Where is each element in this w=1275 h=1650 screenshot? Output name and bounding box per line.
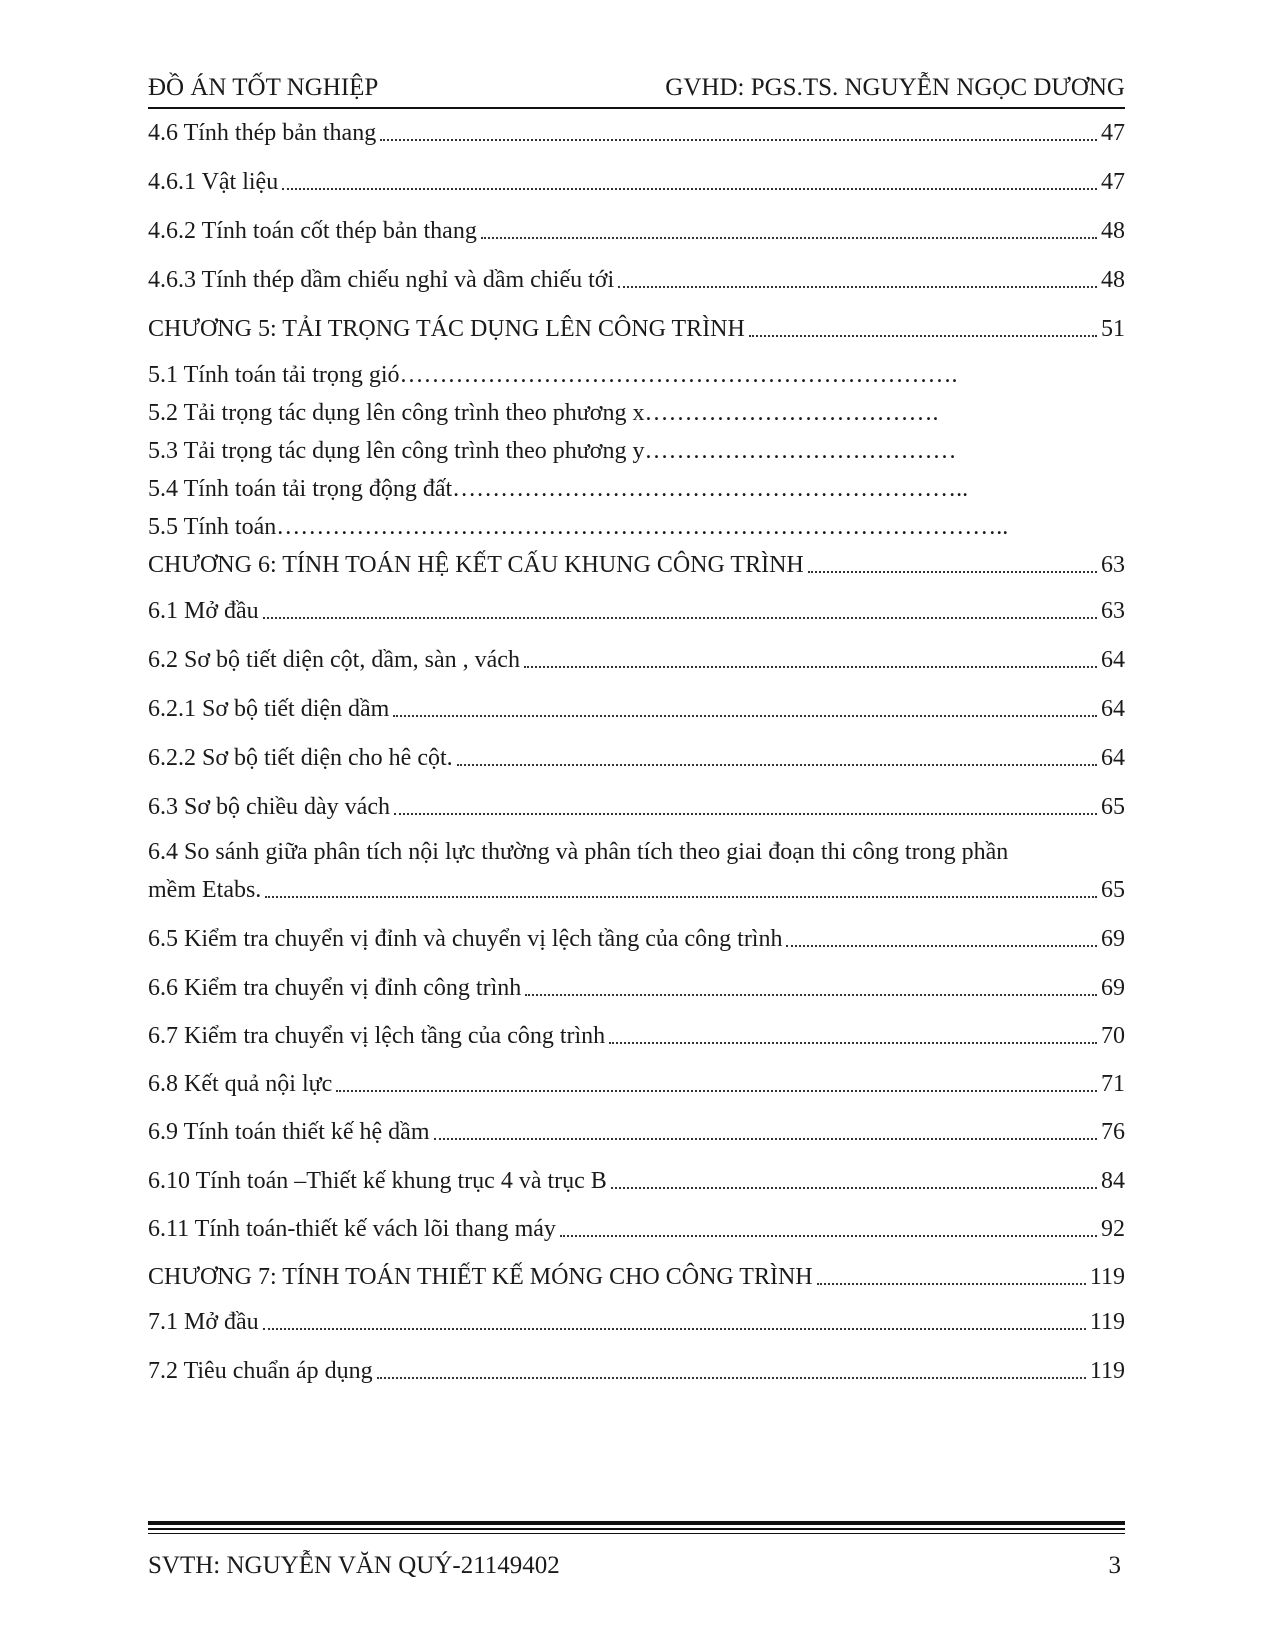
toc-entry[interactable] xyxy=(148,641,1125,675)
toc-entry-title: 6.3 Sơ bộ chiều dày vách xyxy=(148,794,390,820)
toc-leader xyxy=(380,139,1097,141)
toc-entry[interactable] xyxy=(148,788,1125,822)
toc-entry[interactable] xyxy=(148,871,1125,905)
toc-leader xyxy=(394,813,1097,815)
toc-entry-title: 6.5 Kiểm tra chuyển vị đỉnh và chuyển vị lệch tầng của công trình xyxy=(148,926,783,952)
toc-leader xyxy=(525,994,1097,996)
toc-entry-title: 4.6.2 Tính toán cốt thép bản thang xyxy=(148,218,477,244)
toc-entry-title: 7.2 Tiêu chuẩn áp dụng xyxy=(148,1358,373,1384)
toc-entry-title: 6.2.1 Sơ bộ tiết diện dầm xyxy=(148,696,390,722)
toc-entry-page: 84 xyxy=(1101,1168,1125,1194)
toc-entry[interactable] xyxy=(148,920,1125,954)
toc-leader xyxy=(817,1283,1086,1285)
footer-student: SVTH: NGUYỄN VĂN QUÝ-21149402 xyxy=(148,1552,560,1579)
toc-entry[interactable] xyxy=(148,1303,1125,1337)
toc-leader xyxy=(457,764,1097,766)
toc-entry-title: 7.1 Mở đầu xyxy=(148,1309,259,1335)
toc-leader xyxy=(786,945,1097,947)
toc-entry-title: 6.1 Mở đầu xyxy=(148,598,259,624)
toc-entry-title: 4.6.1 Vật liệu xyxy=(148,169,279,195)
toc-entry-title: 5.1 Tính toán tải trọng gió……………………………………………………………. xyxy=(148,362,958,388)
toc-chapter-entry[interactable] xyxy=(148,546,1125,580)
toc-leader xyxy=(609,1042,1097,1044)
toc-entry[interactable] xyxy=(148,1162,1125,1196)
toc-entry-title: 5.5 Tính toán……………………………………………………………………………….. xyxy=(148,514,1009,540)
toc-entry-title: 6.8 Kết quả nội lực xyxy=(148,1071,333,1097)
toc-entry-page: 63 xyxy=(1101,552,1125,578)
toc-entry-title: 6.9 Tính toán thiết kế hệ dầm xyxy=(148,1119,430,1145)
toc-entry-title: 6.6 Kiểm tra chuyển vị đỉnh công trình xyxy=(148,975,522,1001)
toc-entry[interactable] xyxy=(148,690,1125,724)
footer-rule xyxy=(148,1528,1125,1530)
toc-entry[interactable] xyxy=(148,1065,1125,1099)
toc-entry-wrapped-line[interactable]: 6.4 So sánh giữa phân tích nội lực thường và phân tích theo giai đoạn thi công trong phần xyxy=(148,839,1009,865)
header-rule xyxy=(148,107,1125,109)
toc-entry[interactable] xyxy=(148,261,1125,295)
toc-leader xyxy=(749,335,1097,337)
toc-entry-page: 119 xyxy=(1089,1309,1125,1335)
toc-entry[interactable] xyxy=(148,212,1125,246)
toc-leader xyxy=(282,188,1097,190)
toc-entry-page: 64 xyxy=(1101,647,1125,673)
toc-entry-page: 70 xyxy=(1101,1023,1125,1049)
toc-entry-page: 51 xyxy=(1101,316,1125,342)
toc-entry[interactable] xyxy=(148,356,1125,390)
toc-entry-page: 64 xyxy=(1101,696,1125,722)
toc-entry-title: 5.4 Tính toán tải trọng động đất……………………………………………………….. xyxy=(148,476,969,502)
toc-entry-title: 6.2 Sơ bộ tiết diện cột, dầm, sàn , vách xyxy=(148,647,520,673)
toc-leader xyxy=(393,715,1097,717)
toc-chapter-entry[interactable] xyxy=(148,310,1125,344)
header-title: ĐỒ ÁN TỐT NGHIỆP xyxy=(148,74,379,101)
toc-leader xyxy=(524,666,1097,668)
toc-entry-title: 4.6 Tính thép bản thang xyxy=(148,120,377,146)
toc-entry-page: 48 xyxy=(1101,267,1125,293)
toc-entry[interactable] xyxy=(148,592,1125,626)
toc-entry[interactable] xyxy=(148,969,1125,1003)
toc-entry-title: 6.7 Kiểm tra chuyển vị lệch tầng của công trình xyxy=(148,1023,606,1049)
toc-entry-page: 92 xyxy=(1101,1216,1125,1242)
toc-entry-title: mềm Etabs. xyxy=(148,877,262,903)
toc-entry-page: 48 xyxy=(1101,218,1125,244)
toc-leader xyxy=(377,1377,1086,1379)
toc-entry-page: 119 xyxy=(1089,1358,1125,1384)
toc-entry[interactable] xyxy=(148,114,1125,148)
page-number: 3 xyxy=(1108,1552,1121,1579)
toc-entry[interactable] xyxy=(148,739,1125,773)
toc-chapter-entry[interactable] xyxy=(148,1258,1125,1292)
toc-entry-page: 65 xyxy=(1101,794,1125,820)
toc-entry[interactable] xyxy=(148,1113,1125,1147)
toc-entry-title: 5.3 Tải trọng tác dụng lên công trình theo phương y………………………………… xyxy=(148,438,957,464)
toc-entry-title: CHƯƠNG 6: TÍNH TOÁN HỆ KẾT CẤU KHUNG CÔNG TRÌNH xyxy=(148,552,804,578)
toc-entry-title: 6.10 Tính toán –Thiết kế khung trục 4 và trục B xyxy=(148,1168,607,1194)
toc-entry-page: 69 xyxy=(1101,975,1125,1001)
toc-leader xyxy=(263,617,1097,619)
toc-entry-page: 119 xyxy=(1089,1264,1125,1290)
toc-leader xyxy=(434,1138,1098,1140)
toc-entry-page: 47 xyxy=(1101,169,1125,195)
toc-entry[interactable] xyxy=(148,1017,1125,1051)
toc-entry[interactable] xyxy=(148,163,1125,197)
toc-entry-page: 63 xyxy=(1101,598,1125,624)
toc-entry-page: 47 xyxy=(1101,120,1125,146)
toc-entry[interactable] xyxy=(148,508,1125,542)
toc-entry-title: CHƯƠNG 7: TÍNH TOÁN THIẾT KẾ MÓNG CHO CÔNG TRÌNH xyxy=(148,1264,813,1290)
toc-entry[interactable] xyxy=(148,1210,1125,1244)
toc-entry-title: CHƯƠNG 5: TẢI TRỌNG TÁC DỤNG LÊN CÔNG TRÌNH xyxy=(148,316,745,342)
toc-entry-title: 6.11 Tính toán-thiết kế vách lõi thang máy xyxy=(148,1216,556,1242)
toc-leader xyxy=(560,1235,1097,1237)
toc-entry-page: 71 xyxy=(1101,1071,1125,1097)
toc-entry[interactable] xyxy=(148,432,1125,466)
footer-rule xyxy=(148,1521,1125,1525)
toc-entry-title: 6.2.2 Sơ bộ tiết diện cho hê cột. xyxy=(148,745,453,771)
page-footer xyxy=(148,1552,1125,1586)
toc-leader xyxy=(808,571,1097,573)
toc-entry[interactable] xyxy=(148,1352,1125,1386)
toc-leader xyxy=(618,286,1097,288)
toc-entry-page: 69 xyxy=(1101,926,1125,952)
toc-leader xyxy=(481,237,1097,239)
toc-entry[interactable] xyxy=(148,394,1125,428)
toc-leader xyxy=(336,1090,1097,1092)
toc-leader xyxy=(263,1328,1086,1330)
header-advisor: GVHD: PGS.TS. NGUYỄN NGỌC DƯƠNG xyxy=(665,74,1125,101)
toc-entry-title: 4.6.3 Tính thép dầm chiếu nghỉ và dầm chiếu tới xyxy=(148,267,615,293)
toc-entry-page: 76 xyxy=(1101,1119,1125,1145)
toc-entry-page: 65 xyxy=(1101,877,1125,903)
toc-leader xyxy=(265,896,1097,898)
toc-entry[interactable] xyxy=(148,470,1125,504)
toc-entry-page: 64 xyxy=(1101,745,1125,771)
toc-leader xyxy=(611,1187,1097,1189)
footer-rule xyxy=(148,1533,1125,1534)
toc-entry-title: 5.2 Tải trọng tác dụng lên công trình theo phương x………………………………. xyxy=(148,400,939,426)
page-header xyxy=(148,74,1125,108)
